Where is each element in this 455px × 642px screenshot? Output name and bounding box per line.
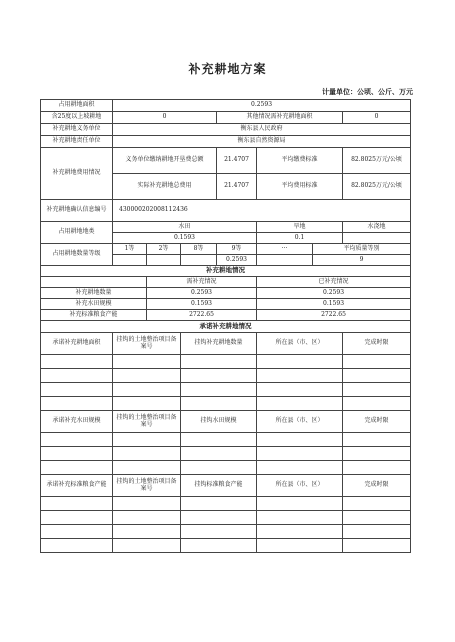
table-row <box>41 447 411 461</box>
table-row <box>41 222 411 233</box>
irrigated-label: 水浇地 <box>343 222 411 233</box>
commit-measure-label: 挂钩补充耕地数量 <box>181 333 257 355</box>
table-row <box>41 277 411 288</box>
resp-unit-label: 补充耕地责任单位 <box>41 136 113 148</box>
unit-note: 计量单位：公顷、公斤、万元 <box>322 88 413 96</box>
cost-label: 补充耕地费用情况 <box>41 148 113 200</box>
table-row <box>41 310 411 321</box>
table-row <box>41 244 411 255</box>
table-row <box>41 525 411 539</box>
table-row <box>41 411 411 433</box>
table-row <box>41 369 411 383</box>
commit-county-label: 所在县（市、区） <box>257 411 343 433</box>
commit-label: 承诺补充耕地面积 <box>41 333 113 355</box>
types-label: 占用耕地地类 <box>41 222 113 244</box>
supplement-done: 2722.65 <box>257 310 411 321</box>
grade-8: 8等 <box>181 244 217 255</box>
supplement-corner <box>41 277 147 288</box>
table-row <box>41 112 411 124</box>
cost-avg-label: 平均费用标准 <box>257 174 343 200</box>
table-row <box>41 355 411 369</box>
commit-project-label: 挂钩的土地整治项目备案号 <box>113 411 181 433</box>
supplement-done: 0.1593 <box>257 299 411 310</box>
table-row <box>41 333 411 355</box>
commit-project-label: 挂钩的土地整治项目备案号 <box>113 333 181 355</box>
confirm-value: 430000202008112436 <box>113 200 411 222</box>
grade-2: 2等 <box>147 244 181 255</box>
cost-actual-value: 21.4707 <box>217 174 257 200</box>
grade-2-value <box>147 255 181 266</box>
other-label: 其他情况需补充耕地面积 <box>217 112 343 124</box>
cost-paid-value: 21.4707 <box>217 148 257 174</box>
commit-deadline-label: 完成时限 <box>343 475 411 497</box>
commit-measure-label: 挂钩水田规模 <box>181 411 257 433</box>
grade-9-value: 0.2593 <box>217 255 257 266</box>
avg-grade-label: 平均质量等别 <box>313 244 411 255</box>
table-row <box>41 475 411 497</box>
table-row <box>41 539 411 553</box>
grade-1-value <box>113 255 147 266</box>
grade-9: 9等 <box>217 244 257 255</box>
slope25-value: 0 <box>113 112 217 124</box>
commit-deadline-label: 完成时限 <box>343 333 411 355</box>
table-row <box>41 148 411 174</box>
table-row <box>41 288 411 299</box>
table-row <box>41 321 411 333</box>
duty-unit-label: 补充耕地义务单位 <box>41 124 113 136</box>
commit-label: 承诺补充标准粮食产能 <box>41 475 113 497</box>
col-done: 已补充情况 <box>257 277 411 288</box>
document-title: 补充耕地方案 <box>188 62 267 76</box>
table-row <box>41 200 411 222</box>
table-row <box>41 433 411 447</box>
dry-label: 旱地 <box>257 222 343 233</box>
supplement-row-label: 补充标准粮食产能 <box>41 310 147 321</box>
grade-dots: ··· <box>257 244 313 255</box>
cost-avg-value: 82.8025万元/公顷 <box>343 174 411 200</box>
paddy-value: 0.1593 <box>113 233 257 244</box>
plan-table <box>40 99 411 553</box>
cost-actual-label: 实际补充耕地总费用 <box>113 174 217 200</box>
occupied-label: 占用耕地面积 <box>41 100 113 112</box>
table-row <box>41 136 411 148</box>
table-row <box>41 383 411 397</box>
supplement-row-label: 补充水田规模 <box>41 299 147 310</box>
avg-grade-value: 9 <box>313 255 411 266</box>
grade-8-value <box>181 255 217 266</box>
commit-measure-label: 挂钩标准粮食产能 <box>181 475 257 497</box>
grade-1: 1等 <box>113 244 147 255</box>
irrigated-value <box>343 233 411 244</box>
commit-label: 承诺补充水田规模 <box>41 411 113 433</box>
commit-header: 承诺补充耕地情况 <box>41 321 411 333</box>
commit-county-label: 所在县（市、区） <box>257 333 343 355</box>
cost-avg-paid-value: 82.8025万元/公顷 <box>343 148 411 174</box>
table-row <box>41 299 411 310</box>
dry-value: 0.1 <box>257 233 343 244</box>
supplement-done: 0.2593 <box>257 288 411 299</box>
commit-project-label: 挂钩的土地整治项目备案号 <box>113 475 181 497</box>
other-value: 0 <box>343 112 411 124</box>
supplement-row-label: 补充耕地数量 <box>41 288 147 299</box>
resp-unit-value: 衡东县自然资源局 <box>113 136 411 148</box>
duty-unit-value: 衡东县人民政府 <box>113 124 411 136</box>
table-row <box>41 497 411 511</box>
cost-paid-label: 义务单位缴纳耕地开垦费总额 <box>113 148 217 174</box>
quality-label: 占用耕地数量等级 <box>41 244 113 266</box>
table-row <box>41 266 411 277</box>
cost-avg-paid-label: 平均缴费标准 <box>257 148 343 174</box>
commit-county-label: 所在县（市、区） <box>257 475 343 497</box>
paddy-label: 水田 <box>113 222 257 233</box>
grade-dots-value <box>257 255 313 266</box>
table-row <box>41 511 411 525</box>
slope25-label: 含25度以上坡耕地 <box>41 112 113 124</box>
supplement-pending: 0.2593 <box>147 288 257 299</box>
col-pending: 需补充情况 <box>147 277 257 288</box>
occupied-value: 0.2593 <box>113 100 411 112</box>
supplement-pending: 0.1593 <box>147 299 257 310</box>
supplement-pending: 2722.65 <box>147 310 257 321</box>
table-row <box>41 100 411 112</box>
table-row <box>41 124 411 136</box>
commit-deadline-label: 完成时限 <box>343 411 411 433</box>
table-row <box>41 461 411 475</box>
supplement-header: 补充耕地情况 <box>41 266 411 277</box>
confirm-label: 补充耕地确认信息编号 <box>41 200 113 222</box>
table-row <box>41 397 411 411</box>
